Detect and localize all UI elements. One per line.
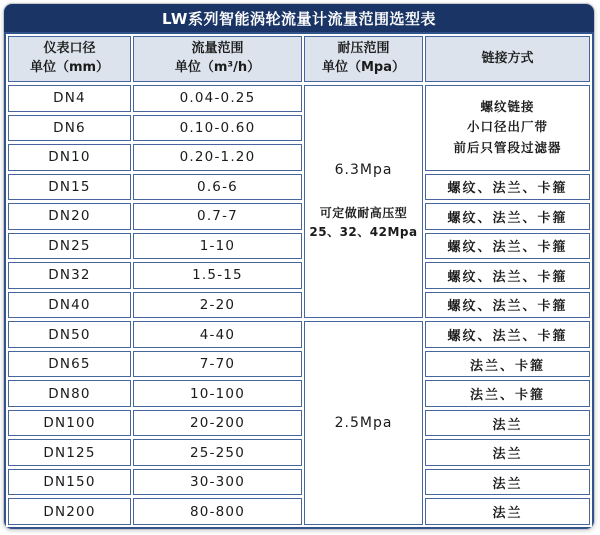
table-cell-flow-range: 2-20: [133, 292, 302, 319]
table-cell-flow-range: 0.20-1.20: [133, 144, 302, 171]
table-cell-flow-range: 0.10-0.60: [133, 115, 302, 142]
column-header-connection-type: [425, 36, 590, 82]
table-cell-dn: DN65: [8, 351, 131, 378]
header-line: 耐压范围: [337, 41, 390, 57]
table-cell-connection: 法兰: [425, 469, 590, 496]
table-cell-connection: 螺纹、法兰、卡箍: [425, 174, 590, 201]
connection-line: 螺纹链接: [480, 98, 535, 114]
table-cell-connection: 法兰、卡箍: [425, 380, 590, 407]
table-cell-flow-range: 0.7-7: [133, 203, 302, 230]
table-cell-connection: 螺纹、法兰、卡箍: [425, 321, 590, 348]
table-cell-dn: DN32: [8, 262, 131, 289]
table-cell-dn: DN125: [8, 439, 131, 466]
connection-line: 前后只管段过滤器: [453, 140, 562, 156]
table-cell-flow-range: 80-800: [133, 498, 302, 525]
pressure-note-line: 25、32、42Mpa: [309, 224, 418, 239]
table-cell-connection: 螺纹、法兰、卡箍: [425, 233, 590, 260]
table-cell-pressure-low: [304, 321, 423, 525]
table-title-bar: [4, 4, 594, 32]
table-cell-flow-range: 25-250: [133, 439, 302, 466]
table-cell-connection: 法兰、卡箍: [425, 351, 590, 378]
table-cell-dn: DN100: [8, 410, 131, 437]
table-cell-pressure-high: [304, 85, 423, 318]
table-cell-flow-range: 1-10: [133, 233, 302, 260]
page-title: LW系列智能涡轮流量计流量范围选型表: [162, 9, 436, 28]
table-cell-flow-range: 20-200: [133, 410, 302, 437]
pressure-value: 6.3Mpa: [334, 162, 393, 179]
pressure-value: 2.5Mpa: [334, 415, 393, 432]
table-cell-connection: 螺纹、法兰、卡箍: [425, 262, 590, 289]
table-cell-connection: 法兰: [425, 498, 590, 525]
table-cell-dn: DN25: [8, 233, 131, 260]
header-line: 流量范围: [191, 41, 244, 57]
header-line: 仪表口径: [43, 41, 96, 57]
pressure-note: [309, 204, 417, 241]
table-cell-dn: DN4: [8, 85, 131, 112]
table-cell-connection: 法兰: [425, 439, 590, 466]
selection-table-card: [3, 3, 595, 530]
column-header-diameter: [8, 36, 131, 82]
table-cell-dn: DN10: [8, 144, 131, 171]
table-cell-dn: DN150: [8, 469, 131, 496]
table-cell-dn: DN200: [8, 498, 131, 525]
table-cell-dn: DN40: [8, 292, 131, 319]
table-cell-connection-small-bore: [425, 85, 590, 171]
table-cell-flow-range: 7-70: [133, 351, 302, 378]
column-header-pressure-range: [304, 36, 423, 82]
connection-line: 小口径出厂带: [466, 119, 548, 135]
table-cell-flow-range: 10-100: [133, 380, 302, 407]
table-cell-dn: DN6: [8, 115, 131, 142]
table-cell-flow-range: 0.04-0.25: [133, 85, 302, 112]
table-cell-dn: DN20: [8, 203, 131, 230]
table-cell-dn: DN50: [8, 321, 131, 348]
header-line: 单位（m³/h）: [174, 60, 261, 75]
table-cell-dn: DN80: [8, 380, 131, 407]
header-line: 单位（mm）: [29, 60, 110, 75]
table-frame: [4, 32, 594, 529]
header-line: 单位（Mpa）: [321, 60, 405, 75]
table-cell-flow-range: 1.5-15: [133, 262, 302, 289]
table-cell-connection: 螺纹、法兰、卡箍: [425, 203, 590, 230]
column-header-flow-range: [133, 36, 302, 82]
table-cell-flow-range: 0.6-6: [133, 174, 302, 201]
header-line: 链接方式: [481, 50, 534, 66]
table-cell-flow-range: 4-40: [133, 321, 302, 348]
table-cell-connection: 螺纹、法兰、卡箍: [425, 292, 590, 319]
pressure-note-line: 可定做耐高压型: [319, 206, 408, 221]
table-cell-dn: DN15: [8, 174, 131, 201]
selection-table: [8, 36, 590, 525]
table-cell-connection: 法兰: [425, 410, 590, 437]
table-cell-flow-range: 30-300: [133, 469, 302, 496]
